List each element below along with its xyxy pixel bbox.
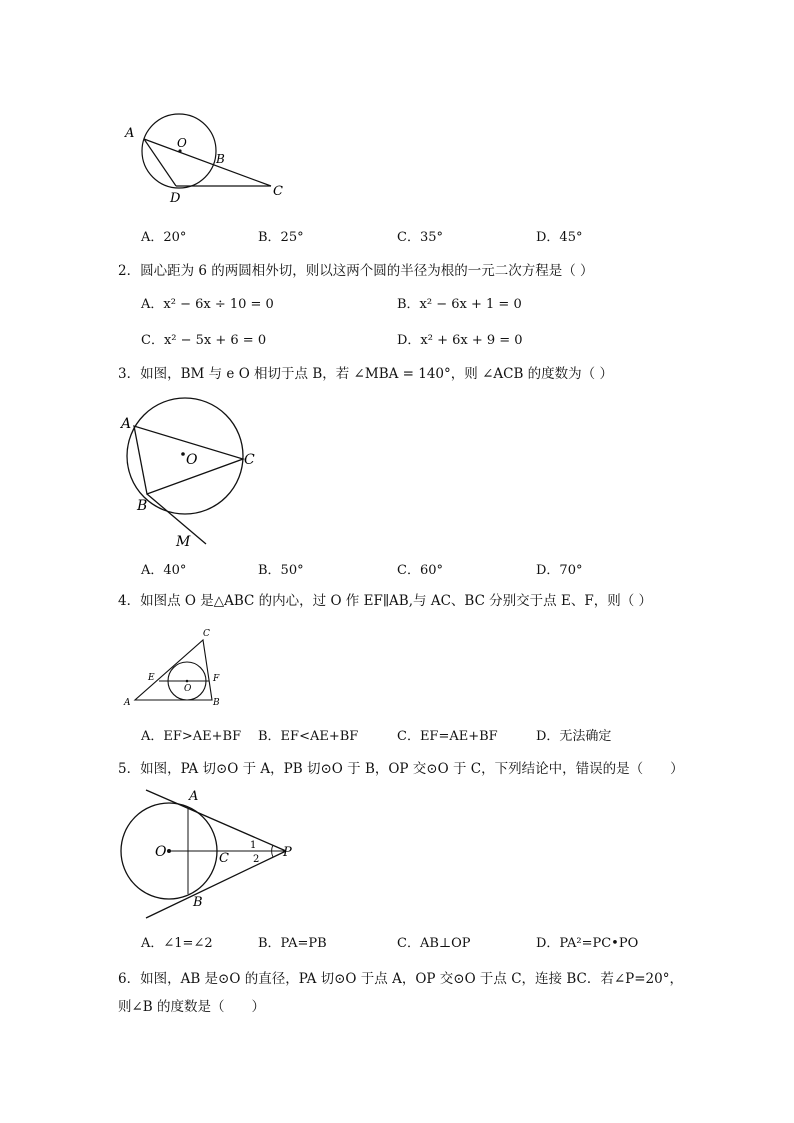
q5-center-dot — [167, 849, 171, 853]
q5-label-c: C — [219, 851, 229, 866]
q4-stem: 4．如图点 O 是△ABC 的内心，过 O 作 EF∥AB,与 AC、BC 分别交于点 E、F，则（ ） — [118, 593, 652, 609]
q2-option-a[interactable]: A．x² − 6x ÷ 10 = 0 — [141, 297, 274, 312]
q1-label-a: A — [125, 126, 135, 141]
q1-segment-ad — [144, 139, 176, 186]
q3-circle — [127, 398, 243, 514]
q1-label-o: O — [177, 136, 187, 150]
q4-label-e: E — [148, 673, 155, 683]
q1-option-b[interactable]: B．25° — [258, 230, 304, 245]
q4-option-c[interactable]: C．EF=AE+BF — [397, 729, 498, 744]
q3-label-c: C — [244, 452, 255, 468]
q4-option-d[interactable]: D．无法确定 — [536, 729, 612, 744]
q2-option-c[interactable]: C．x² − 5x + 6 = 0 — [141, 333, 267, 348]
q2-option-b[interactable]: B．x² − 6x + 1 = 0 — [397, 297, 522, 312]
q6-stem-line-1: 6．如图，AB 是⊙O 的直径，PA 切⊙O 于点 A，OP 交⊙O 于点 C，连接 BC．若∠P=20°， — [118, 971, 683, 987]
q4-triangle-abc — [135, 640, 212, 700]
q5-option-d[interactable]: D．PA²=PC•PO — [536, 936, 639, 951]
q3-center-dot — [181, 452, 185, 456]
q5-option-c[interactable]: C．AB⊥OP — [397, 936, 471, 951]
q1-segment-ac — [144, 139, 271, 186]
q5-label-angle-1: 1 — [250, 840, 257, 851]
q1-label-b: B — [216, 152, 225, 166]
q3-option-d[interactable]: D．70° — [536, 563, 583, 578]
q1-label-c: C — [273, 184, 283, 199]
q1-option-c[interactable]: C．35° — [397, 230, 443, 245]
q3-label-o: O — [186, 452, 198, 468]
q5-label-a: A — [189, 789, 199, 804]
q5-stem: 5．如图，PA 切⊙O 于 A，PB 切⊙O 于 B，OP 交⊙O 于 C，下列结论中，错误的是（ ） — [118, 761, 684, 777]
q5-label-b: B — [193, 895, 203, 910]
q5-label-angle-2: 2 — [253, 854, 260, 865]
q4-center-dot — [186, 680, 189, 683]
q2-stem: 2．圆心距为 6 的两圆相外切，则以这两个圆的半径为根的一元二次方程是（ ） — [118, 263, 594, 279]
q4-label-b: B — [213, 698, 220, 708]
q4-label-o: O — [184, 684, 192, 694]
q3-label-b: B — [137, 498, 148, 514]
q6-stem-line-2: 则∠B 的度数是（ ） — [118, 999, 266, 1015]
q1-option-a[interactable]: A．20° — [141, 230, 187, 245]
q4-label-a: A — [124, 698, 131, 708]
q1-option-d[interactable]: D．45° — [536, 230, 583, 245]
q2-option-d[interactable]: D．x² + 6x + 9 = 0 — [397, 333, 523, 348]
q5-option-a[interactable]: A．∠1=∠2 — [141, 936, 213, 951]
q5-label-p: P — [283, 845, 292, 860]
q4-label-f: F — [213, 674, 220, 684]
q3-label-a: A — [121, 416, 132, 432]
q4-label-c: C — [203, 629, 210, 639]
q3-option-c[interactable]: C．60° — [397, 563, 443, 578]
q3-stem: 3．如图，BM 与 e O 相切于点 B，若 ∠MBA = 140°，则 ∠ACB 的度数为（ ） — [118, 366, 613, 382]
q5-option-b[interactable]: B．PA=PB — [258, 936, 327, 951]
q3-option-a[interactable]: A．40° — [141, 563, 187, 578]
q4-option-b[interactable]: B．EF<AE+BF — [258, 729, 359, 744]
q5-label-o: O — [155, 844, 167, 860]
q4-option-a[interactable]: A．EF>AE+BF — [141, 729, 242, 744]
q1-label-d: D — [170, 191, 181, 206]
q3-label-m: M — [176, 534, 191, 550]
q3-option-b[interactable]: B．50° — [258, 563, 304, 578]
